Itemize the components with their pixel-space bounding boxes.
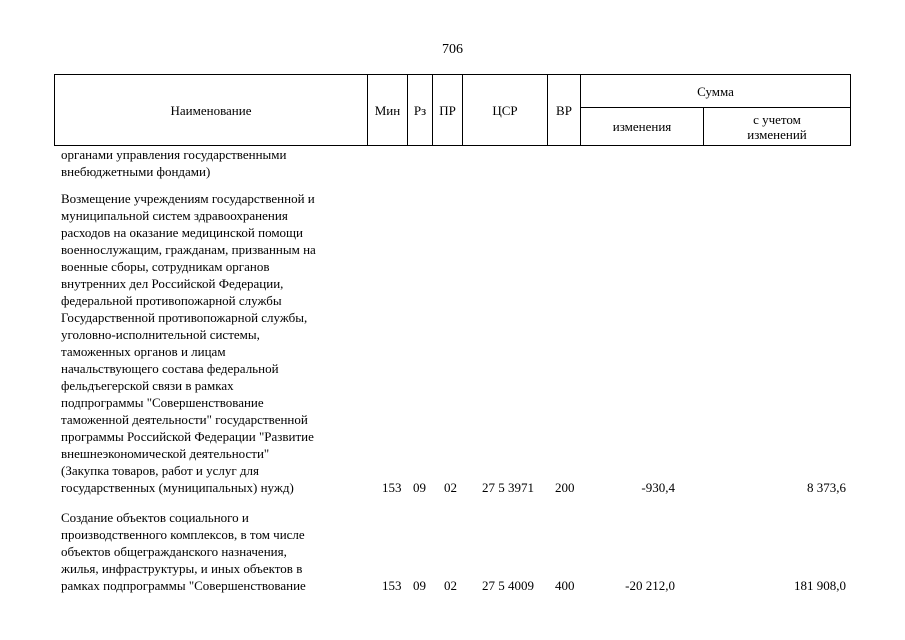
row-description bbox=[61, 190, 363, 496]
row-description bbox=[61, 146, 363, 180]
cell-change: -20 212,0 bbox=[625, 578, 675, 593]
description-line: Возмещение учреждениям государственной и bbox=[61, 191, 315, 206]
description-line: объектов общегражданского назначения, bbox=[61, 544, 287, 559]
description-line: таможенной деятельности" государственной bbox=[61, 412, 308, 427]
header-name: Наименование bbox=[54, 74, 368, 146]
description-line: фельдъегерской связи в рамках bbox=[61, 378, 234, 393]
description-line: производственного комплексов, в том числе bbox=[61, 527, 305, 542]
description-line: военные сборы, сотрудникам органов bbox=[61, 259, 270, 274]
description-line: органами управления государственными bbox=[61, 147, 287, 162]
cell-pr: 02 bbox=[444, 578, 457, 593]
cell-pr: 02 bbox=[444, 480, 457, 495]
description-line: государственных (муниципальных) нужд) bbox=[61, 480, 294, 495]
row-description bbox=[61, 509, 363, 594]
description-line: программы Российской Федерации "Развитие bbox=[61, 429, 314, 444]
header-sum: Сумма bbox=[580, 74, 851, 108]
description-line: расходов на оказание медицинской помощи bbox=[61, 225, 304, 240]
description-line: внешнеэкономической деятельности" bbox=[61, 446, 270, 461]
header-min: Мин bbox=[367, 74, 408, 146]
header-vr: ВР bbox=[547, 74, 581, 146]
description-line: (Закупка товаров, работ и услуг для bbox=[61, 463, 259, 478]
header-csr: ЦСР bbox=[462, 74, 548, 146]
cell-rz: 09 bbox=[413, 578, 426, 593]
cell-rz: 09 bbox=[413, 480, 426, 495]
description-line: внутренних дел Российской Федерации, bbox=[61, 276, 284, 291]
table-header bbox=[54, 74, 851, 146]
description-line: Государственной противопожарной службы, bbox=[61, 310, 308, 325]
description-line: рамках подпрограммы "Совершенствование bbox=[61, 578, 306, 593]
cell-csr: 27 5 4009 bbox=[482, 578, 534, 593]
header-with-changes-line1: с учетом bbox=[753, 111, 801, 127]
description-line: таможенных органов и лицам bbox=[61, 344, 226, 359]
cell-total: 8 373,6 bbox=[807, 480, 846, 495]
description-line: внебюджетными фондами) bbox=[61, 164, 211, 179]
description-line: Создание объектов социального и bbox=[61, 510, 249, 525]
description-line: федеральной противопожарной службы bbox=[61, 293, 282, 308]
cell-min: 153 bbox=[382, 480, 402, 495]
cell-min: 153 bbox=[382, 578, 402, 593]
description-line: жилья, инфраструктуры, и иных объектов в bbox=[61, 561, 303, 576]
cell-vr: 200 bbox=[555, 480, 575, 495]
header-rz: Рз bbox=[407, 74, 433, 146]
header-pr: ПР bbox=[432, 74, 463, 146]
cell-vr: 400 bbox=[555, 578, 575, 593]
description-line: начальствующего состава федеральной bbox=[61, 361, 279, 376]
cell-csr: 27 5 3971 bbox=[482, 480, 534, 495]
header-with-changes-line2: изменений bbox=[747, 126, 807, 142]
cell-change: -930,4 bbox=[641, 480, 675, 495]
header-with-changes bbox=[703, 107, 851, 146]
cell-total: 181 908,0 bbox=[794, 578, 846, 593]
page-number: 706 bbox=[442, 42, 463, 57]
description-line: военнослужащим, гражданам, призванным на bbox=[61, 242, 316, 257]
description-line: муниципальной систем здравоохранения bbox=[61, 208, 288, 223]
header-change: изменения bbox=[580, 107, 704, 146]
description-line: уголовно-исполнительной системы, bbox=[61, 327, 260, 342]
description-line: подпрограммы "Совершенствование bbox=[61, 395, 264, 410]
